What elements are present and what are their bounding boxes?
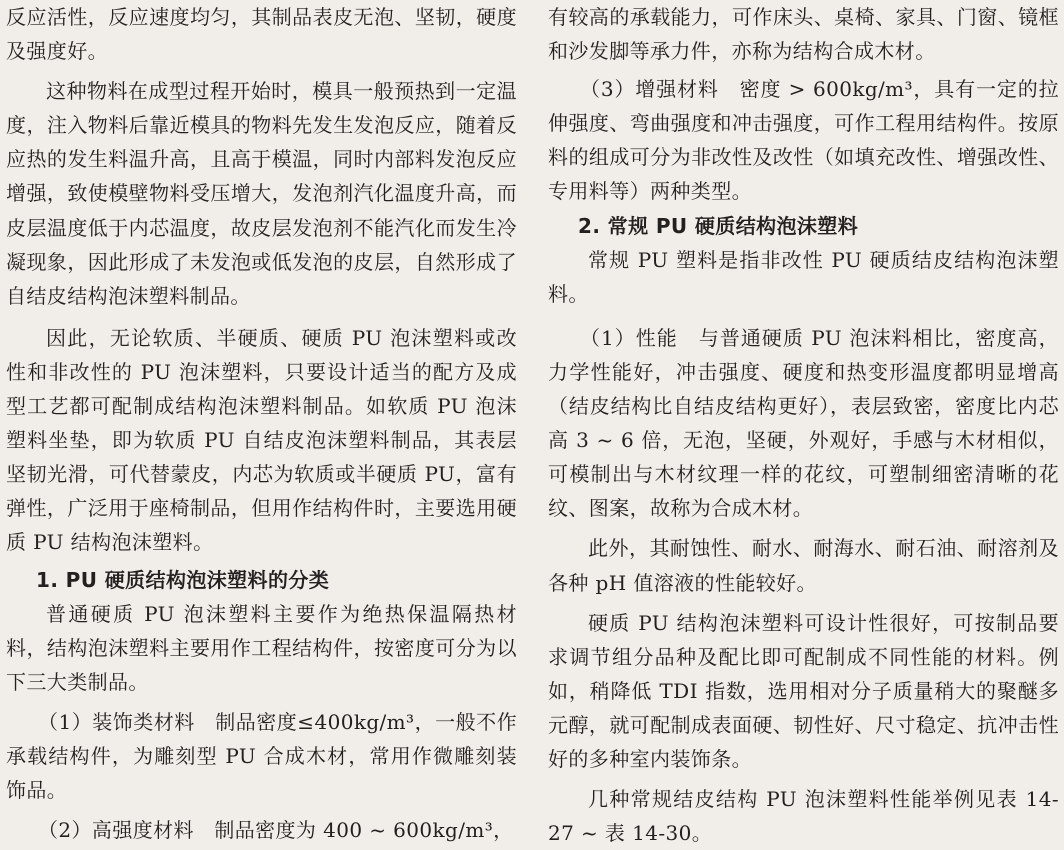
paragraph: 有较高的承载能力，可作床头、桌椅、家具、门窗、镜框和沙发脚等承力件，亦称为结构合成木材。 — [548, 5, 1059, 64]
paragraph: 此外，其耐蚀性、耐水、耐海水、耐石油、耐溶剂及各种 pH 值溶液的性能较好。 — [548, 536, 1059, 595]
left-column — [6, 0, 517, 847]
paragraph: （1）装饰类材料 制品密度≤400kg/m³，一般不作承载结构件，为雕刻型 PU 合成木材，常用作微雕刻装饰品。 — [6, 709, 517, 803]
paragraph: 因此，无论软质、半硬质、硬质 PU 泡沫塑料或改性和非改性的 PU 泡沫塑料，只要设计适当的配方及成型工艺都可配制成结构泡沫塑料制品。如软质 PU 泡沫塑料坐垫，即为软质 PU 自结皮泡沫塑料制品，其表层坚韧光滑，可代替蒙皮，内芯为软质或半硬质 PU，富有弹性，广泛用于座椅制品，但用作结构件时，主要选用硬质 PU 结构泡沫塑料。 — [6, 325, 517, 555]
paragraph: 硬质 PU 结构泡沫塑料可设计性很好，可按制品要求调节组分品种及配比即可配制成不同性能的材料。例如，稍降低 TDI 指数，选用相对分子质量稍大的聚醚多元醇，就可配制成表面硬、韧性好、尺寸稳定、抗冲击性好的多种室内装饰条。 — [548, 610, 1059, 771]
paragraph: （1）性能 与普通硬质 PU 泡沫料相比，密度高，力学性能好，冲击强度、硬度和热变形温度都明显增高（结皮结构比自结皮结构更好），表层致密，密度比内芯高 3 ~ 6 倍，无泡，坚硬，外观好，手感与木材相似，可模制出与木材纹理一样的花纹，可塑制细密清晰的花纹、图案，故称为合成木材。 — [548, 325, 1059, 521]
paragraph: 普通硬质 PU 泡沫塑料主要作为绝热保温隔热材料，结构泡沫塑料主要用作工程结构件，按密度可分为以下三大类制品。 — [6, 601, 517, 694]
paragraph: 这种物料在成型过程开始时，模具一般预热到一定温度，注入物料后靠近模具的物料先发生发泡反应，随着反应热的发生料温升高，且高于模温，同时内部料发泡反应增强，致使模壁物料受压增大，发泡剂汽化温度升高，而皮层温度低于内芯温度，故皮层发泡剂不能汽化而发生冷凝现象，因此形成了未发泡或低发泡的皮层，自然形成了自结皮结构泡沫塑料制品。 — [6, 79, 517, 308]
paragraph: （2）高强度材料 制品密度为 400 ~ 600kg/m³， — [38, 818, 514, 843]
right-column — [548, 0, 1059, 850]
paragraph: （3）增强材料 密度 > 600kg/m³，具有一定的拉伸强度、弯曲强度和冲击强度，可作工程用结构件。按原料的组成可分为非改性及改性（如填充改性、增强改性、专用料等）两种类型。 — [548, 77, 1059, 204]
paragraph: 常规 PU 塑料是指非改性 PU 硬质结皮结构泡沫塑料。 — [548, 247, 1059, 306]
section-heading: 1. PU 硬质结构泡沫塑料的分类 — [36, 567, 330, 592]
paragraph: 反应活性，反应速度均匀，其制品表皮无泡、坚韧，硬度及强度好。 — [6, 5, 517, 64]
section-heading: 2. 常规 PU 硬质结构泡沫塑料 — [578, 213, 859, 238]
paragraph: 几种常规结皮结构 PU 泡沫塑料性能举例见表 14-27 ~ 表 14-30。 — [548, 787, 1059, 846]
